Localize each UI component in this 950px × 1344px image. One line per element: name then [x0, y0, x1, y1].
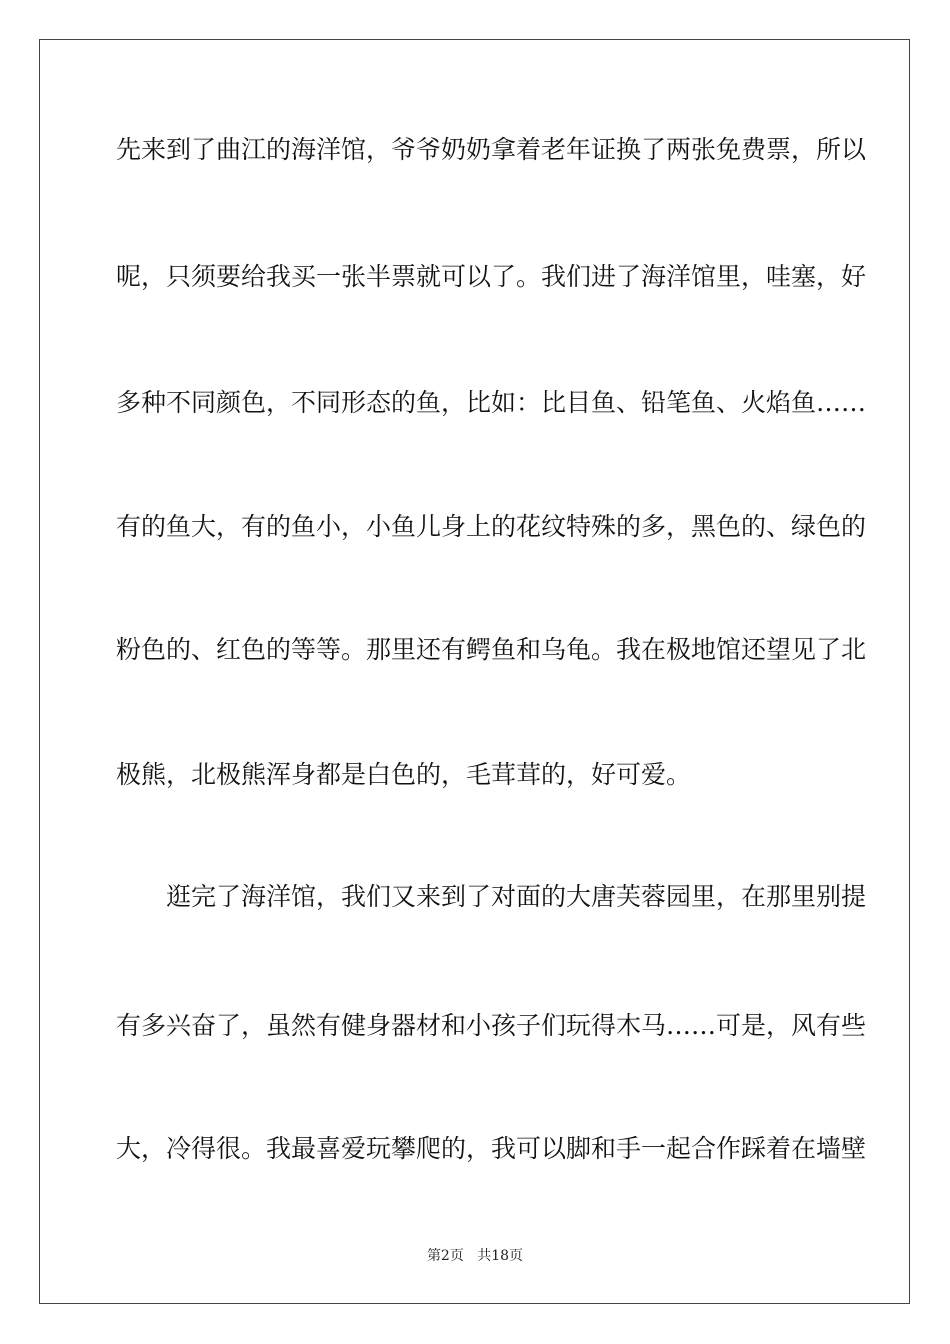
text-line-9: 大，冷得很。我最喜爱玩攀爬的，我可以脚和手一起合作踩着在墙壁 [116, 1134, 867, 1163]
text-line-7: 逛完了海洋馆，我们又来到了对面的大唐芙蓉园里，在那里别提 [166, 882, 867, 911]
text-line-4: 有的鱼大，有的鱼小，小鱼儿身上的花纹特殊的多，黑色的、绿色的 [116, 512, 867, 541]
page-border [39, 39, 910, 1304]
page-footer [0, 1246, 950, 1266]
text-line-1: 先来到了曲江的海洋馆，爷爷奶奶拿着老年证换了两张免费票，所以 [116, 135, 867, 164]
text-line-3: 多种不同颜色，不同形态的鱼，比如：比目鱼、铅笔鱼、火焰鱼…… [116, 388, 867, 417]
text-line-5: 粉色的、红色的等等。那里还有鳄鱼和乌龟。我在极地馆还望见了北 [116, 635, 867, 664]
text-line-2: 呢，只须要给我买一张半票就可以了。我们进了海洋馆里，哇塞，好 [116, 262, 867, 291]
page-number: 第2页 [426, 1248, 464, 1264]
text-line-6: 极熊，北极熊浑身都是白色的，毛茸茸的，好可爱。 [116, 760, 692, 789]
text-line-8: 有多兴奋了，虽然有健身器材和小孩子们玩得木马……可是，风有些 [116, 1011, 867, 1040]
total-pages: 共18页 [477, 1248, 524, 1264]
